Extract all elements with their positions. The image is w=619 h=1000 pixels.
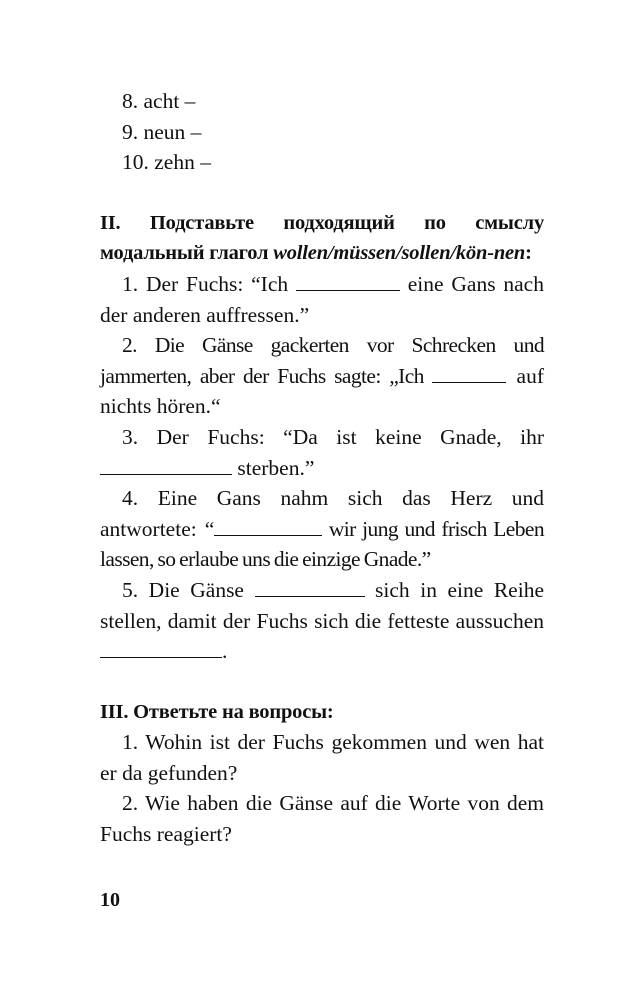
exercise-item-2 <box>100 330 544 422</box>
list-item: 8. acht – <box>122 89 196 113</box>
section-2-heading <box>100 208 544 269</box>
item-text: sich in eine Reihe stellen, damit der Fuchs sich die fetteste aussuchen <box>100 577 544 633</box>
answer-blank <box>432 361 506 383</box>
section-2-heading-colon: : <box>525 242 532 265</box>
page-number: 10 <box>100 889 120 911</box>
item-text: . <box>222 639 228 664</box>
page-content <box>100 86 544 850</box>
item-text: 3. Der Fuchs: “Da ist keine Gnade, ihr <box>122 424 544 449</box>
item-text: eine Gans nach der anderen auffressen.” <box>100 271 544 327</box>
answer-blank <box>100 636 222 658</box>
answer-blank <box>255 575 365 597</box>
item-text: 5. Die Gänse <box>122 577 255 602</box>
item-text: sterben.” <box>232 455 315 480</box>
item-text: wir jung und frisch Leben lassen, so erlaube uns die einzige Gnade.” <box>100 516 544 572</box>
section-2-verbs: wollen/müssen/sollen/kön-nen <box>273 242 526 265</box>
answer-blank <box>100 453 232 475</box>
list-item: 9. neun – <box>122 119 202 144</box>
question-2: 2. Wie haben die Gänse auf die Worte von dem Fuchs reagiert? <box>100 791 544 847</box>
exercise-item-4 <box>100 483 544 575</box>
answer-blank <box>296 269 400 291</box>
item-text: 2. Die Gänse gackerten vor Schrecken und jammerten, aber der Fuchs sagte: „Ich <box>100 333 544 388</box>
exercise-item-1 <box>100 269 544 330</box>
answer-blank <box>214 514 322 536</box>
exercise-item-5 <box>100 575 544 667</box>
list-item: 10. zehn – <box>122 150 211 175</box>
question-1: 1. Wohin ist der Fuchs gekommen und wen hat er da gefunden? <box>100 730 544 785</box>
item-text: 1. Der Fuchs: “Ich <box>122 271 296 296</box>
section-3-heading: III. Ответьте на вопросы: <box>100 700 334 723</box>
exercise-item-3 <box>100 422 544 483</box>
item-text: 4. Eine Gans nahm sich das Herz und antwortete: “ <box>100 486 544 541</box>
section-2-heading-text: II. Подставьте подходящий по смыслу модальный глагол <box>100 211 544 265</box>
item-text: auf nichts hören.“ <box>100 363 544 419</box>
